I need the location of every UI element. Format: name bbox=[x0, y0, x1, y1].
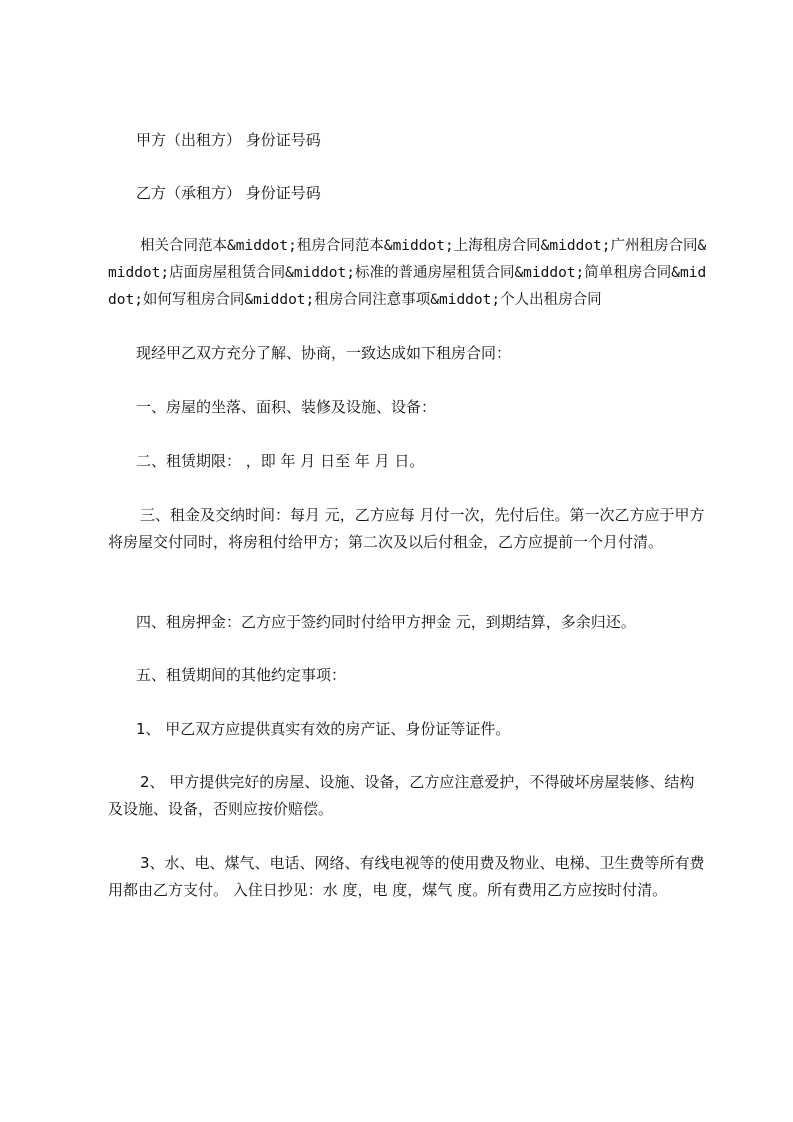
item-2: 2、 甲方提供完好的房屋、设施、设备，乙方应注意爱护，不得破坏房屋装修、结构及设施、设备，否则应按价赔偿。 bbox=[108, 773, 695, 818]
clause-4: 四、租房押金：乙方应于签约同时付给甲方押金 元，到期结算，多余归还。 bbox=[136, 613, 636, 631]
clause-3: 三、租金及交纳时间：每月 元，乙方应每 月付一次，先付后住。第一次乙方应于甲方将房屋交付同时，将房租付给甲方；第二次及以后付租金，乙方应提前一个月付清。 bbox=[108, 506, 705, 551]
clause-2: 二、租赁期限： ，即 年 月 日至 年 月 日。 bbox=[136, 452, 425, 470]
intro-paragraph: 现经甲乙双方充分了解、协商，一致达成如下租房合同： bbox=[136, 344, 512, 362]
item-1: 1、 甲乙双方应提供真实有效的房产证、身份证等证件。 bbox=[136, 720, 511, 738]
clause-1: 一、房屋的坐落、面积、装修及设施、设备： bbox=[136, 398, 437, 416]
party-a-line: 甲方（出租方） 身份证号码 bbox=[136, 131, 321, 149]
related-contracts: 相关合同范本&middot;租房合同范本&middot;上海租房合同&middot;广州租房合同&middot;店面房屋租赁合同&middot;标准的普通房屋租赁合同&middot;简单租房合同&middot;如何写租房合同&middot;租房合同注意事项&middot;个人出租房合同 bbox=[108, 238, 707, 308]
item-3: 3、水、电、煤气、电话、网络、有线电视等的使用费及物业、电梯、卫生费等所有费用都由乙方支付。 入住日抄见：水 度，电 度，煤气 度。所有费用乙方应按时付清。 bbox=[108, 854, 705, 899]
party-b-line: 乙方（承租方） 身份证号码 bbox=[136, 184, 321, 202]
clause-5: 五、租赁期间的其他约定事项： bbox=[136, 666, 347, 684]
